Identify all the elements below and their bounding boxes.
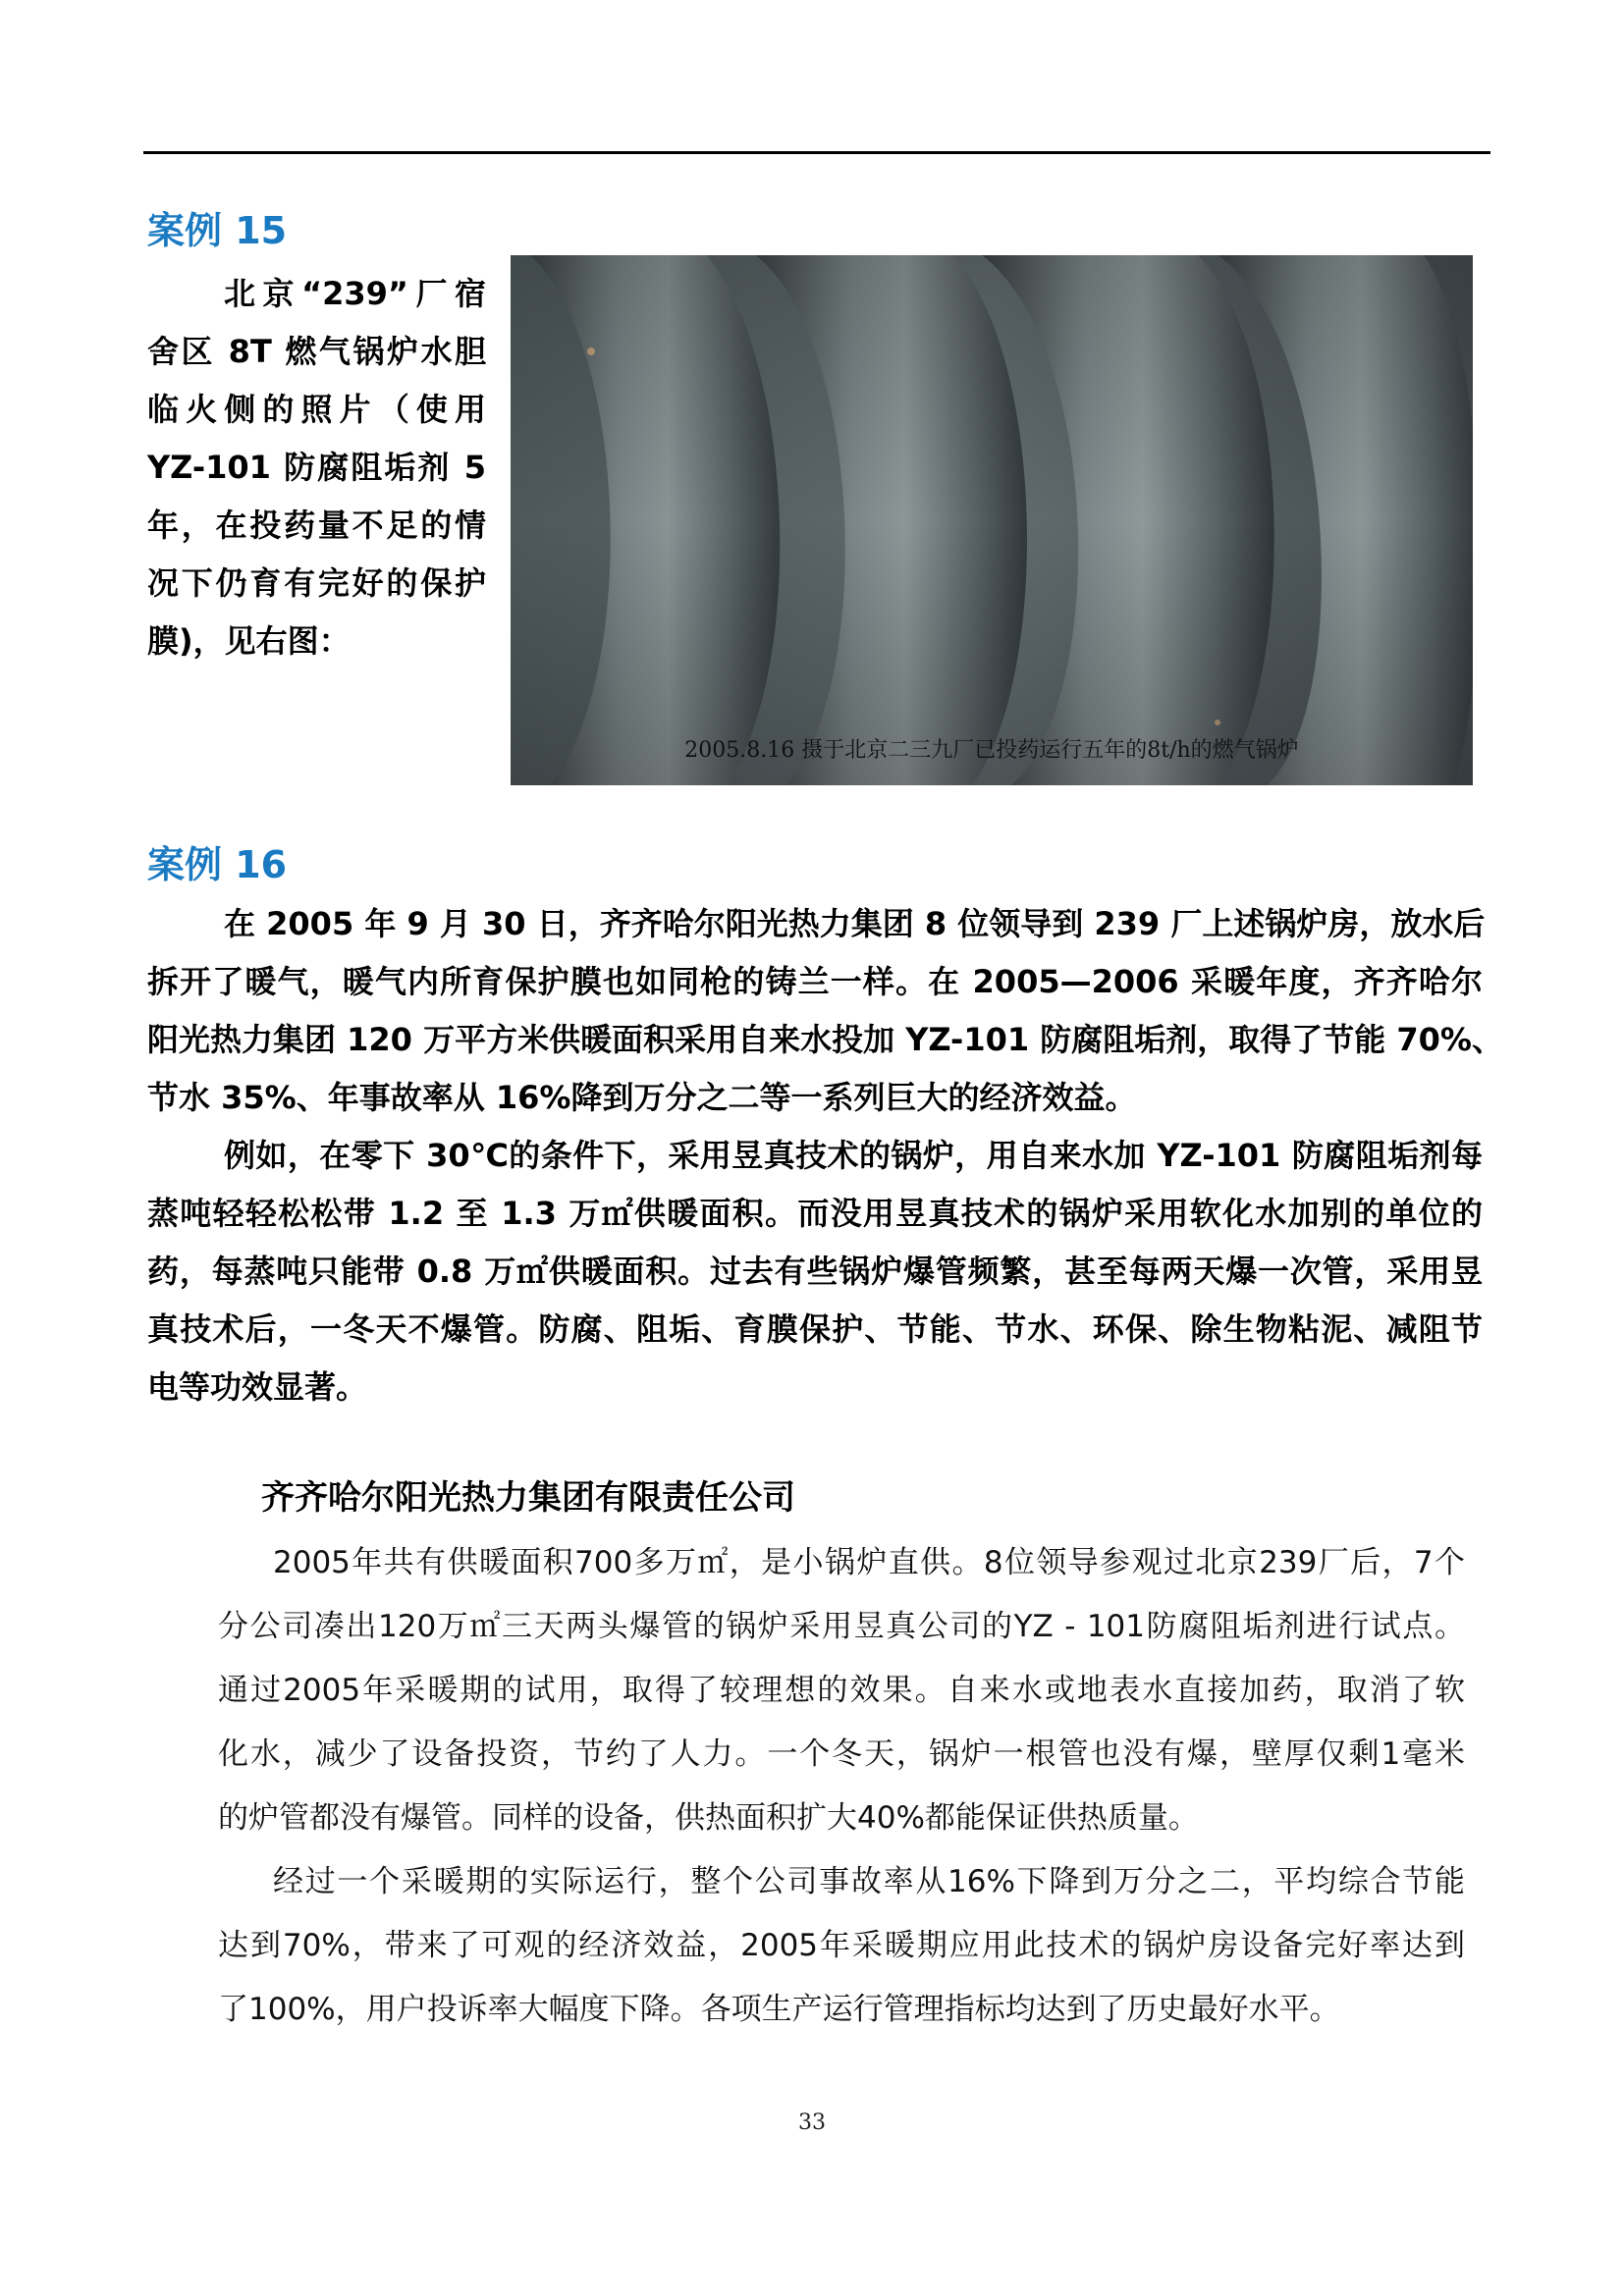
company-line: 通过2005年采暖期的试用，取得了较理想的效果。自来水或地表水直接加药，取消了软 [218, 1673, 1465, 1708]
case-15-line: 临火侧的照片（使用 [147, 391, 486, 428]
case-15-description [147, 265, 486, 670]
case-15-line: 北京“239”厂宿 [224, 275, 486, 312]
company-title: 齐齐哈尔阳光热力集团有限责任公司 [261, 1478, 795, 1518]
case-15-line: 况下仍育有完好的保护 [147, 564, 486, 602]
case-15-heading: 案例 15 [147, 209, 288, 252]
case-16-line: 在 2005 年 9 月 30 日，齐齐哈尔阳光热力集团 8 位领导到 239 厂上述锅炉房，放水后 [224, 905, 1486, 942]
boiler-tube-photo [511, 255, 1473, 785]
company-body [218, 1531, 1465, 2042]
company-line: 2005年共有供暖面积700多万㎡，是小锅炉直供。8位领导参观过北京239厂后，7个 [273, 1545, 1465, 1580]
company-line: 分公司凑出120万㎡三天两头爆管的锅炉采用昱真公司的YZ - 101防腐阻垢剂进行试点。 [218, 1609, 1465, 1644]
header-rule [143, 151, 1490, 154]
case-16-line: 药，每蒸吨只能带 0.8 万㎡供暖面积。过去有些锅炉爆管频繁，甚至每两天爆一次管，采用昱 [147, 1253, 1483, 1290]
case-16-body [147, 895, 1503, 1416]
case-16-line: 电等功效显著。 [147, 1368, 368, 1406]
case-16-line: 节水 35%、年事故率从 16%降到万分之二等一系列巨大的经济效益。 [147, 1079, 1137, 1116]
boiler-tube-photo-image [511, 255, 1473, 785]
company-line: 经过一个采暖期的实际运行，整个公司事故率从16%下降到万分之二，平均综合节能 [273, 1864, 1465, 1899]
case-15-line: 年，在投药量不足的情 [147, 507, 486, 544]
case-16-heading: 案例 16 [147, 843, 288, 886]
case-15-line: YZ-101 防腐阻垢剂 5 [147, 449, 486, 486]
company-line: 化水，减少了设备投资，节约了人力。一个冬天，锅炉一根管也没有爆，壁厚仅剩1毫米 [218, 1736, 1465, 1772]
photo-caption: 2005.8.16 摄于北京二三九厂已投药运行五年的8t/h的燃气锅炉 [684, 738, 1299, 763]
case-16-line: 例如，在零下 30℃的条件下，采用昱真技术的锅炉，用自来水加 YZ-101 防腐阻垢剂每 [224, 1137, 1483, 1174]
case-16-line: 真技术后，一冬天不爆管。防腐、阻垢、育膜保护、节能、节水、环保、除生物粘泥、减阻节 [147, 1310, 1483, 1348]
case-16-line: 阳光热力集团 120 万平方米供暖面积采用自来水投加 YZ-101 防腐阻垢剂，取得了节能 70%、 [147, 1021, 1503, 1058]
case-16-line: 蒸吨轻轻松松带 1.2 至 1.3 万㎡供暖面积。而没用昱真技术的锅炉采用软化水加别的单位的 [147, 1195, 1483, 1232]
case-15-line: 膜)，见右图： [147, 622, 351, 660]
company-line: 了100%，用户投诉率大幅度下降。各项生产运行管理指标均达到了历史最好水平。 [218, 1992, 1340, 2027]
page-number: 33 [798, 2110, 826, 2135]
case-16-line: 拆开了暖气，暖气内所育保护膜也如同枪的铸兰一样。在 2005—2006 采暖年度，齐齐哈尔 [147, 963, 1483, 1000]
company-line: 的炉管都没有爆管。同样的设备，供热面积扩大40%都能保证供热质量。 [218, 1800, 1199, 1836]
company-line: 达到70%，带来了可观的经济效益，2005年采暖期应用此技术的锅炉房设备完好率达到 [218, 1928, 1465, 1963]
case-15-line: 舍区 8T 燃气锅炉水胆 [147, 333, 486, 370]
